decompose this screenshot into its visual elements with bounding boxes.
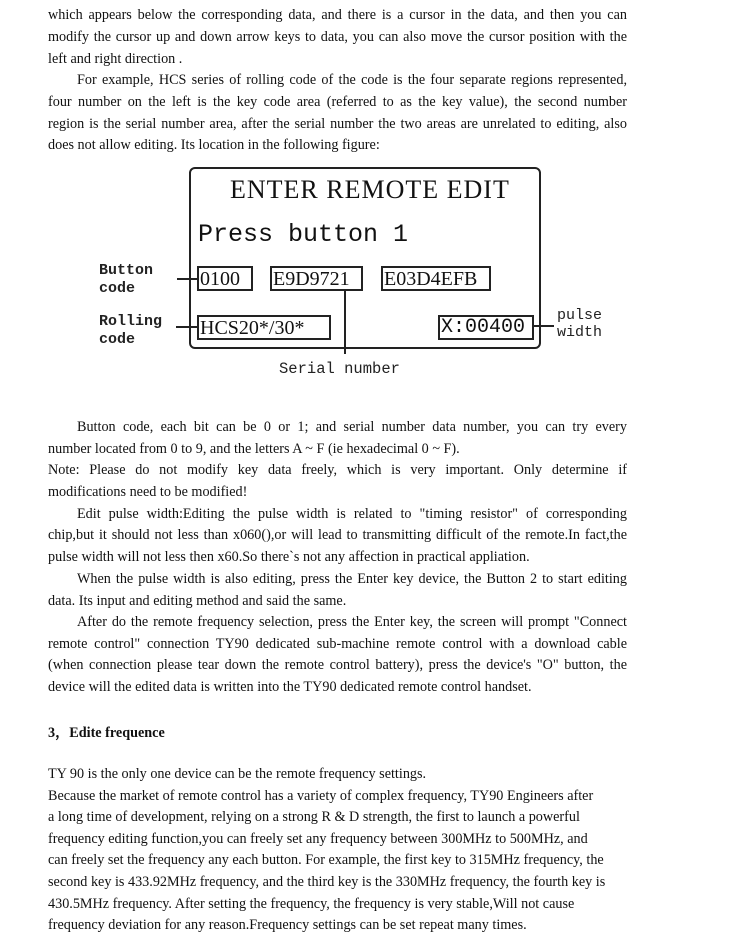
text-line: four number on the left is the key code area (referred to as the key value), the second number xyxy=(48,94,627,110)
text-line: (when connection please tear down the remote control battery), press the device's "O" button, the xyxy=(48,657,627,673)
text-line: Because the market of remote control has a variety of complex frequency, TY90 Engineers after xyxy=(48,788,594,804)
leader-line xyxy=(534,325,554,327)
text-line: data. Its input and editing method and said the same. xyxy=(48,593,347,609)
text-line: 430.5MHz frequency. After setting the frequency, the frequency is very stable,Will not cause xyxy=(48,896,575,912)
text-line: modify the cursor up and down arrow keys to data, you can also move the cursor position with the xyxy=(48,29,627,45)
leader-line xyxy=(344,291,346,354)
text-line: Edit pulse width:Editing the pulse width is related to "timing resistor" of corresponding xyxy=(77,506,627,522)
text-line: TY 90 is the only one device can be the remote frequency settings. xyxy=(48,766,427,782)
rolling-label: Rolling xyxy=(99,313,163,330)
text-line: frequency deviation for any reason.Frequency settings can be set repeat many times. xyxy=(48,917,527,933)
button-label: Button xyxy=(99,262,154,279)
text-line: which appears below the corresponding data, and there is a cursor in the data, and then you can xyxy=(48,7,627,23)
code-label: code xyxy=(99,280,136,297)
button-code-field: 0100 xyxy=(197,266,253,291)
leader-line xyxy=(176,326,197,328)
text-line: remote control" connection TY90 dedicated sub-machine remote control with a download cable xyxy=(48,636,627,652)
text-line: chip,but it should not less than x060(),or will lead to transmitting difficult of the remote.In fact,the xyxy=(48,527,627,543)
text-line: When the pulse width is also editing, press the Enter key device, the Button 2 to start editing xyxy=(77,571,627,587)
text-line: device will the edited data is written into the TY90 dedicated remote control handset. xyxy=(48,679,532,695)
text-line: Note: Please do not modify key data freely, which is very important. Only determine if xyxy=(48,462,627,478)
rolling-code-field: HCS20*/30* xyxy=(197,315,331,340)
serial-number-label: Serial number xyxy=(279,360,400,378)
text-line: For example, HCS series of rolling code of the code is the four separate regions represented, xyxy=(77,72,627,88)
text-line: Button code, each bit can be 0 or 1; and serial number data number, you can try every xyxy=(77,419,627,435)
text-line: pulse width will not less then x60.So there`s not any affection in practical appliation. xyxy=(48,549,530,565)
lcd-screen-title: ENTER REMOTE EDIT xyxy=(230,175,510,204)
text-line: left and right direction . xyxy=(48,51,183,67)
text-line: modifications need to be modified! xyxy=(48,484,248,500)
pulse-label: pulse xyxy=(557,307,603,324)
text-line: second key is 433.92MHz frequency, and the third key is the 330MHz frequency, the fourth key is xyxy=(48,874,606,890)
text-line: region is the serial number area, after the serial number the two areas are unrelated to editing, also xyxy=(48,116,627,132)
extra-code-field: E03D4EFB xyxy=(381,266,491,291)
pulse-width-field: X:00400 xyxy=(438,315,534,340)
text-line: After do the remote frequency selection, press the Enter key, the screen will prompt "Connect xyxy=(77,614,627,630)
text-line: frequency editing function,you can freely set any frequency between 300MHz to 500MHz, and xyxy=(48,831,588,847)
section-heading: 3，Edite frequence xyxy=(48,725,165,741)
code-label: code xyxy=(99,331,136,348)
serial-number-field: E9D9721 xyxy=(270,266,363,291)
lcd-prompt: Press button 1 xyxy=(198,220,409,249)
leader-line xyxy=(177,278,197,280)
width-label: width xyxy=(557,324,603,341)
text-line: number located from 0 to 9, and the letters A ~ F (ie hexadecimal 0 ~ F). xyxy=(48,441,460,457)
text-line: can freely set the frequency any each button. For example, the first key to 315MHz frequency, the xyxy=(48,852,604,868)
text-line: a long time of development, relying on a strong R & D strength, the first to launch a powerful xyxy=(48,809,580,825)
text-line: does not allow editing. Its location in the following figure: xyxy=(48,137,380,153)
